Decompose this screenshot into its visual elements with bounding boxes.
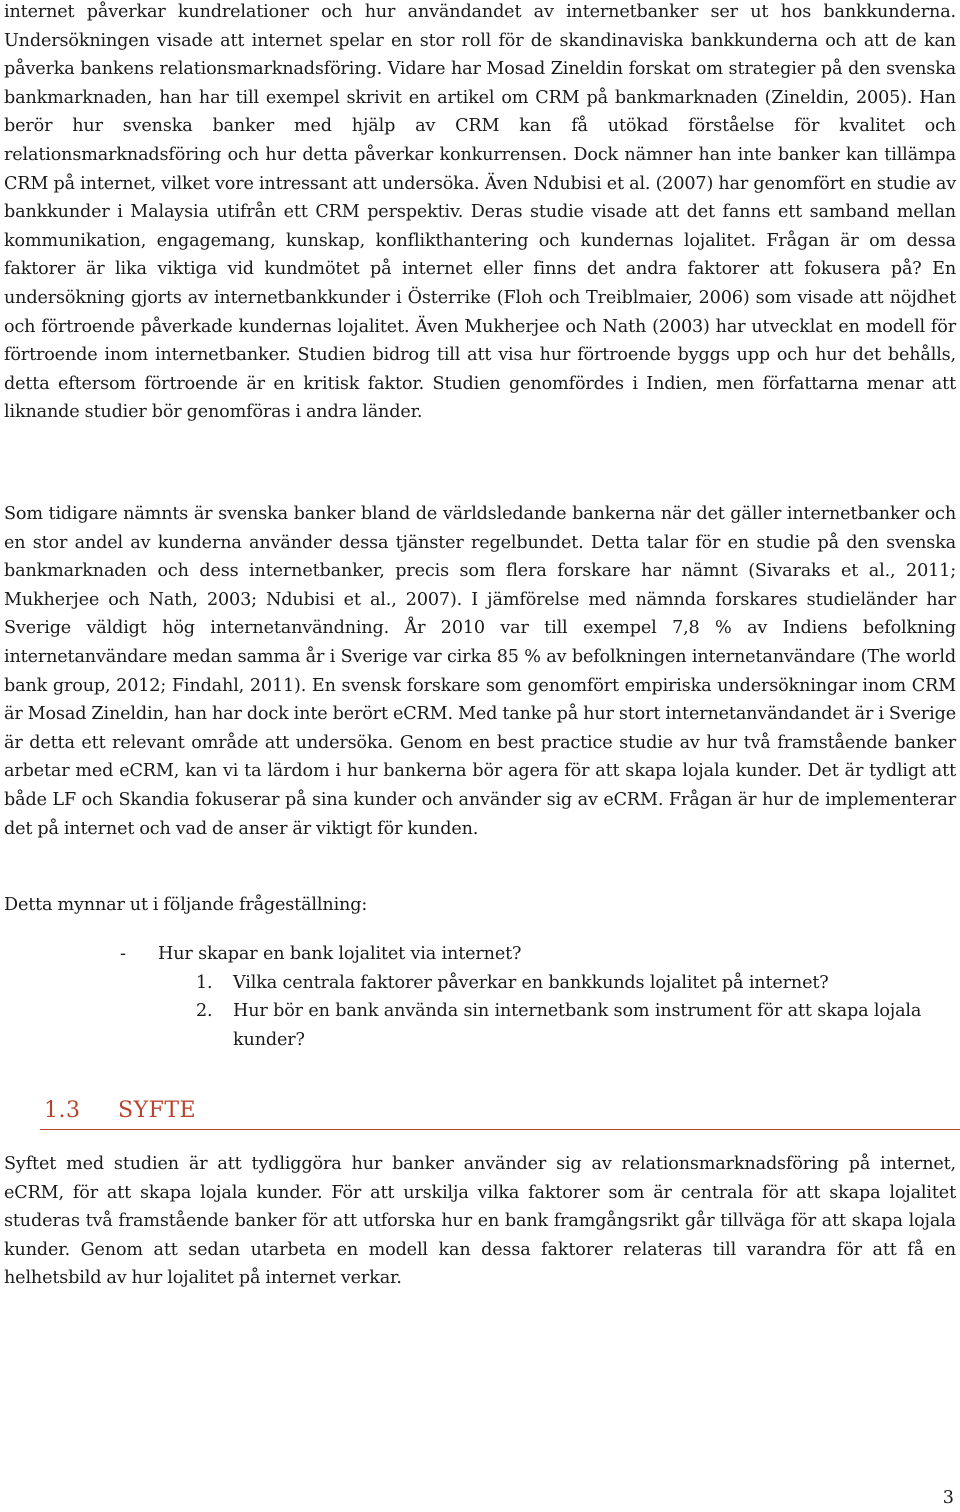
sub-question-number: 1. bbox=[196, 972, 213, 993]
paragraph-purpose: Syftet med studien är att tydliggöra hur banker använder sig av relationsmarknadsföring på internet, eCRM, för att skapa lojala kunder. För att urskilja vilka faktorer som är centrala för att skapa lojalitet studeras två framstående banker för att utforska hur en bank framgångsrikt går tillväga för att skapa lojala kunder. Genom att sedan utarbeta en modell kan dessa faktorer relateras till varandra för att få en helhetsbild av hur lojalitet på internet verkar. bbox=[4, 1154, 956, 1289]
list-dash: - bbox=[120, 944, 126, 964]
sub-question-number: 2. bbox=[196, 1001, 213, 1022]
main-question-text: Hur skapar en bank lojalitet via internet? bbox=[158, 944, 522, 964]
section-heading bbox=[40, 1093, 960, 1130]
page-number: 3 bbox=[942, 1488, 954, 1508]
sub-question bbox=[4, 969, 956, 998]
paragraph-research-question-intro: Detta mynnar ut i följande frågeställning: bbox=[4, 895, 368, 915]
sub-question-text: Vilka centrala faktorer påverkar en bankkunds lojalitet på internet? bbox=[233, 972, 829, 993]
research-questions bbox=[4, 940, 956, 1054]
main-question bbox=[4, 940, 956, 969]
sub-question-text: Hur bör en bank använda sin internetbank som instrument för att skapa lojala kunder? bbox=[233, 1001, 922, 1050]
section-number: 1.3 bbox=[44, 1098, 81, 1123]
section-title: SYFTE bbox=[118, 1098, 197, 1123]
paragraph-swedish-banks: Som tidigare nämnts är svenska banker bland de världsledande bankerna när det gäller internetbanker och en stor andel av kunderna använder dessa tjänster regelbundet. Detta talar för en studie på den svenska bankmarknaden och dess internetbanker, precis som flera forskare har nämnt (Sivaraks et al., 2011; Mukherjee och Nath, 2003; Ndubisi et al., 2007). I jämförelse med nämnda forskares studieländer har Sverige väldigt hög internetanvändning. År 2010 var till exempel 7,8 % av Indiens befolkning internetanvändare medan samma år i Sverige var cirka 85 % av befolkningen internetanvändare (The world bank group, 2012; Findahl, 2011). En svensk forskare som genomfört empiriska undersökningar inom CRM är Mosad Zineldin, han har dock inte berört eCRM. Med tanke på hur stort internetanvändandet är i Sverige är detta ett relevant område att undersöka. Genom en best practice studie av hur två framstående banker arbetar med eCRM, kan vi ta lärdom i hur bankerna bör agera för att skapa lojala kunder. Det är tydligt att både LF och Skandia fokuserar på sina kunder och använder sig av eCRM. Frågan är hur de implementerar det på internet och vad de anser är viktigt för kunden. bbox=[4, 504, 956, 839]
paragraph-background-research: internet påverkar kundrelationer och hur användandet av internetbanker ser ut hos bankkunderna. Undersökningen visade att internet spelar en stor roll för de skandinaviska bankkunderna och att de kan påverka bankens relationsmarknadsföring. Vidare har Mosad Zineldin forskat om strategier på den svenska bankmarknaden, han har till exempel skrivit en artikel om CRM på bankmarknaden (Zineldin, 2005). Han berör hur svenska banker med hjälp av CRM kan få utökad förståelse för kvalitet och relationsmarknadsföring och hur detta påverkar konkurrensen. Dock nämner han inte banker kan tillämpa CRM på internet, vilket vore intressant att undersöka. Även Ndubisi et al. (2007) har genomfört en studie av bankkunder i Malaysia utifrån ett CRM perspektiv. Deras studie visade att det fanns ett samband mellan kommunikation, engagemang, kunskap, konflikthantering och kundernas lojalitet. Frågan är om dessa faktorer är lika viktiga vid kundmötet på internet eller finns det andra faktorer att fokusera på? En undersökning gjorts av internetbankkunder i Österrike (Floh och Treiblmaier, 2006) som visade att nöjdhet och förtroende påverkade kundernas lojalitet. Även Mukherjee och Nath (2003) har utvecklat en modell för förtroende inom internetbanker. Studien bidrog till att visa hur förtroende byggs upp och hur det behålls, detta eftersom förtroende är en kritisk faktor. Studien genomfördes i Indien, men författarna menar att liknande studier bör genomföras i andra länder. bbox=[4, 2, 956, 423]
sub-question bbox=[4, 997, 956, 1054]
